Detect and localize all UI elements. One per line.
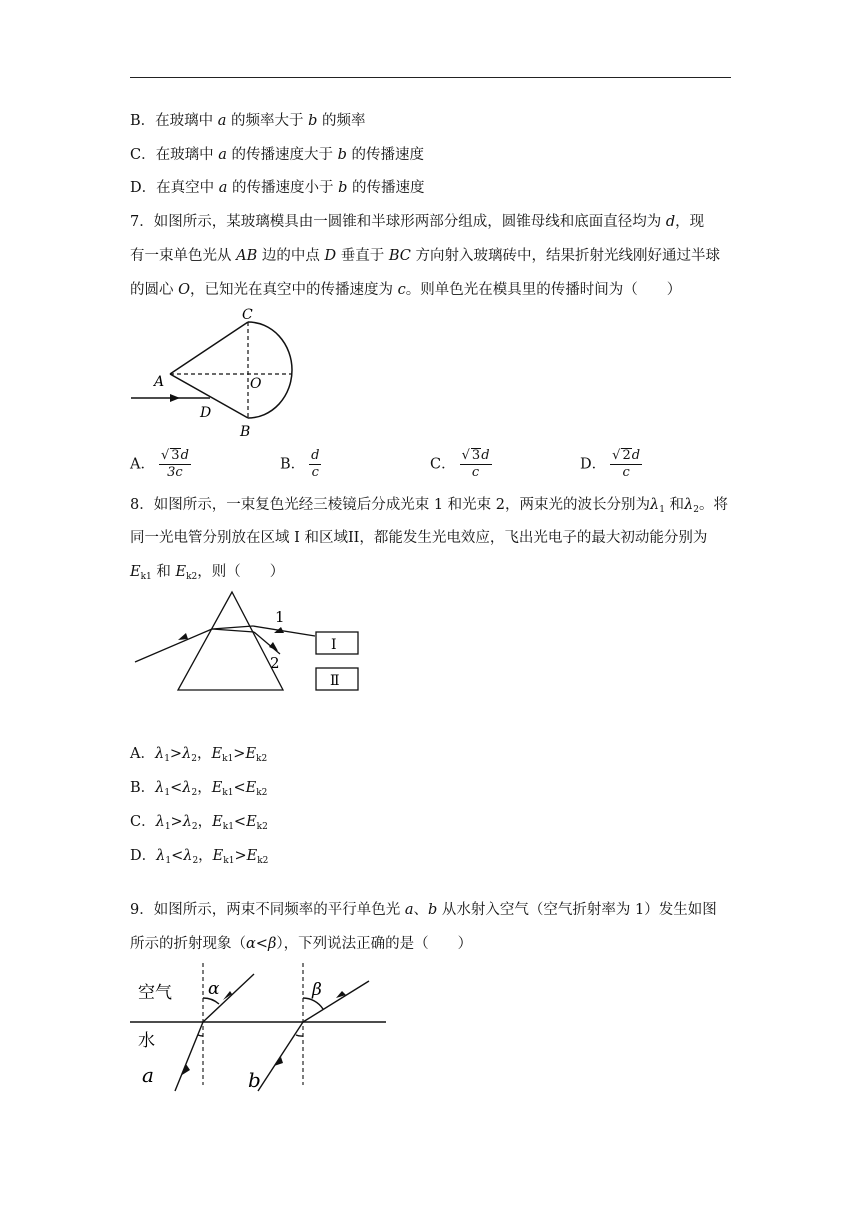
q6-option-b[interactable]: B．在玻璃中 a 的频率大于 b 的频率: [130, 113, 366, 129]
q7-cone-hemisphere-figure: [128, 304, 303, 439]
q8-option-c[interactable]: C．$\lambda_1>\lambda_2$，$E_{k1}<E_{k2}$: [130, 814, 268, 832]
q8-option-b[interactable]: B．$\lambda_1<\lambda_2$，$E_{k1}<E_{k2}$: [130, 780, 268, 798]
fraction: $\frac{d}{c}$: [311, 448, 320, 480]
q7-stem-line-2: 有一束单色光从 AB 边的中点 D 垂直于 BC 方向射入玻璃砖中，结果折射光线刚好通过半球: [130, 248, 720, 264]
option-label: C．: [130, 814, 156, 830]
option-label: D．: [130, 180, 157, 196]
option-label: B．: [130, 113, 156, 129]
option-label: D．: [130, 848, 157, 864]
fraction: $\frac{√ 3d}{c}$: [461, 448, 490, 480]
relation-sign: <: [233, 814, 247, 830]
region-ii-label: Ⅱ: [330, 673, 340, 689]
option-label: B．: [130, 780, 156, 796]
beam-a-label: a: [142, 1063, 154, 1087]
label-o: O: [250, 376, 262, 392]
alpha-label: α: [208, 979, 220, 999]
beam-1-label: 1: [275, 608, 285, 626]
fraction: $\frac{√ 2d}{c}$: [612, 448, 641, 480]
q7-option-c[interactable]: C． $\frac{√ 3d}{c}$: [430, 448, 490, 480]
relation-sign: >: [234, 848, 247, 864]
q8-option-d[interactable]: D．$\lambda_1<\lambda_2$，$E_{k1}>E_{k2}$: [130, 848, 269, 866]
beam-2-label: 2: [270, 654, 280, 672]
air-label: 空气: [138, 983, 172, 1003]
relation-sign: <: [171, 848, 184, 864]
label-d: D: [200, 405, 212, 421]
q8-option-a[interactable]: A．$\lambda_1>\lambda_2$，$E_{k1}>E_{k2}$: [130, 746, 268, 764]
relation-sign: <: [233, 780, 246, 796]
q9-stem-line-2: 所示的折射现象（α<β），下列说法正确的是（ ）: [130, 936, 473, 952]
beam-b-label: b: [248, 1068, 261, 1092]
q6-option-d[interactable]: D．在真空中 a 的传播速度小于 b 的传播速度: [130, 180, 425, 196]
q8-prism-figure: [130, 588, 365, 698]
q8-stem-line-3: $E_{k1}$ 和 $E_{k2}$，则（ ）: [130, 564, 285, 582]
q9-stem-line-1: 9．如图所示，两束不同频率的平行单色光 a、b 从水射入空气（空气折射率为 1）发生如图: [130, 902, 717, 918]
relation-sign: >: [233, 746, 246, 762]
q8-stem-line-1: 8．如图所示，一束复色光经三棱镜后分成光束 1 和光束 2，两束光的波长分别为$\lambda_1$ 和$\lambda_2$。将: [130, 497, 728, 515]
q7-option-d[interactable]: D． $\frac{√ 2d}{c}$: [580, 448, 641, 480]
option-label: C．: [130, 147, 156, 163]
q7-option-a[interactable]: A． $\frac{√ 3d}{3c}$: [130, 448, 189, 480]
header-rule: [130, 77, 731, 78]
q8-stem-line-2: 同一光电管分别放在区域 I 和区域II，都能发生光电效应，飞出光电子的最大初动能分别为: [130, 530, 708, 546]
region-i-label: Ⅰ: [331, 637, 337, 653]
water-label: 水: [138, 1031, 155, 1051]
relation-sign: <: [170, 780, 183, 796]
option-label: A．: [130, 746, 155, 762]
q9-refraction-figure: [128, 960, 388, 1095]
q7-option-b[interactable]: B． $\frac{d}{c}$: [280, 448, 320, 480]
fraction: $\frac{√ 3d}{3c}$: [160, 448, 189, 480]
q7-stem-line-1: 7．如图所示，某玻璃模具由一圆锥和半球形两部分组成，圆锥母线和底面直径均为 d，现: [130, 214, 705, 230]
label-a: A: [154, 374, 165, 390]
beta-label: β: [312, 980, 322, 1000]
q7-stem-line-3: 的圆心 O，已知光在真空中的传播速度为 c。则单色光在模具里的传播时间为（ ）: [130, 282, 682, 298]
q6-option-c[interactable]: C．在玻璃中 a 的传播速度大于 b 的传播速度: [130, 147, 424, 163]
label-c: C: [242, 307, 253, 323]
relation-sign: >: [169, 746, 183, 762]
label-b: B: [240, 424, 251, 440]
relation-sign: >: [170, 814, 183, 830]
